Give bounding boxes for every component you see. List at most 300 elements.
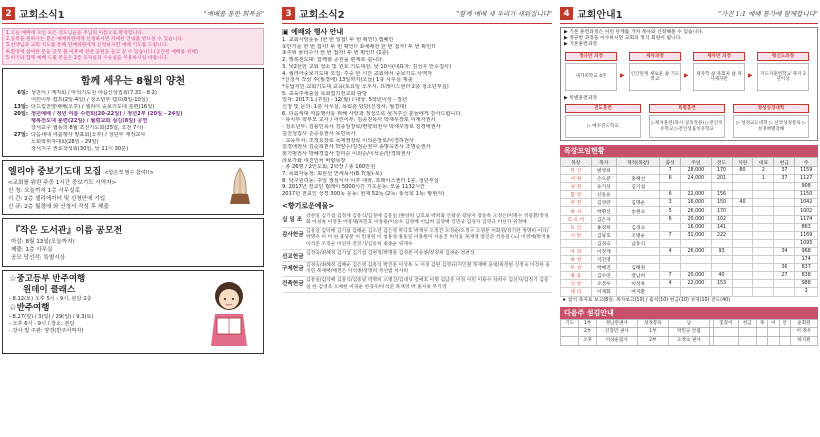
table-cell: 시 만	[561, 231, 592, 239]
schedule-text: 노회학위자대회(28일 - 29일)	[31, 139, 99, 146]
table-cell	[681, 256, 711, 264]
table-cell: 1150	[795, 191, 818, 199]
table-cell	[617, 215, 660, 223]
library-contest-line: 마감: 8월 13일(오늘까지)	[11, 239, 75, 246]
training-lead-line: ▶ 기본훈련과정	[564, 42, 598, 48]
table-cell: 20,000	[681, 215, 711, 223]
table-cell: 김해원	[617, 264, 660, 272]
table-row	[561, 256, 818, 264]
training-flowchart	[560, 27, 818, 141]
table-cell: 오정우	[591, 280, 616, 288]
training-lead-line: ▶ 기본 훈련과정은 이런 단계를 거쳐 목사와 신장해볼 수 있습니다.	[564, 30, 704, 35]
duty-cell	[779, 328, 790, 337]
notice-item: 5.아기와 함께 예배 드릴 분들은 2층 모자실과 수유실을 이용하시실 바랍니다.	[6, 55, 168, 61]
offering-type: 감사헌금	[282, 232, 304, 239]
table-cell: 102	[711, 215, 732, 223]
table-row	[561, 231, 818, 239]
notice-item: 2.등록을 원하시는 분은 예배위원에게 신청하시면 자세한 안내를 받으실 수 있습니다.	[6, 37, 184, 43]
schedule-date	[9, 139, 31, 146]
table-cell	[732, 207, 753, 215]
table-cell: 유기선	[591, 183, 616, 191]
page-column-3	[560, 0, 818, 437]
table-cell	[732, 272, 753, 280]
notice-line: 일자: 2017.1.(주일) - 12(월) / 대상: 5학년이상 - 장년	[282, 97, 408, 104]
table-cell: 1002	[795, 207, 818, 215]
table-row	[561, 247, 818, 255]
table-cell: 광 동	[561, 272, 592, 280]
table-cell	[753, 207, 774, 215]
offering-row	[282, 250, 552, 262]
table-cell: 37	[774, 167, 795, 175]
duty-cell: 2부	[637, 337, 669, 346]
section-header	[2, 6, 264, 24]
schedule-date: 20일:	[13, 111, 28, 118]
basic-step-body: 지도자훈련학교 목자 2년이상	[757, 63, 809, 91]
special-step-body: ▷ 성경교도대학 ▷ 신약성경통독 ▷ 성경책별강해	[733, 115, 809, 138]
duty-cell	[561, 328, 579, 337]
duty-cell: 기도	[561, 319, 579, 328]
table-cell	[681, 288, 711, 296]
notice-line: 8. 탁구원리동: 주일 점심식사 이후 대학, 프레이스센터 1층, 청년부실	[282, 177, 439, 184]
oneday-class-info: - 8.12(토) 오후 5시 - 9시, 본당 2층	[9, 296, 92, 303]
mokjang-footnote: ★ 참석 목자표 보고(8일: 목자보고(10) / 출석(10) 헌금(10) 성경(10) 전도(40)	[562, 297, 731, 303]
schedule-row	[9, 90, 257, 97]
oneday-class-title: 원데이 클래스	[23, 285, 76, 296]
table-cell: 김수연	[591, 272, 616, 280]
table-cell: 838	[795, 272, 818, 280]
table-cell: 7	[660, 167, 681, 175]
schedule-date	[9, 118, 31, 125]
duty-cell	[768, 328, 779, 337]
table-cell	[732, 231, 753, 239]
table-cell: 93	[711, 247, 732, 255]
table-cell	[774, 183, 795, 191]
training-lead-line: ▶ 정규반 과정을 이수하시면 교회의 정식 회원이 됩니다.	[564, 36, 682, 42]
prayer-recruit-title: 엘리야 중보기도대 모집 <함온적 필수 참여!!>	[8, 167, 154, 178]
schedule-row	[9, 125, 257, 132]
notice-line: 2017년 전교인 성경 300독 운동: 현재 52독 (2독: 홍석희 1독: 황현식)	[282, 191, 445, 198]
table-cell	[753, 280, 774, 288]
table-cell: 170	[711, 167, 732, 175]
worship-section-title: ▣ 예배와 행사 안내	[282, 28, 344, 36]
table-header: 주	[795, 158, 818, 167]
next-week-duty-title: 다음주 섬김안내	[560, 307, 818, 319]
table-row	[561, 223, 818, 231]
table-cell: 송현숙	[617, 207, 660, 215]
table-cell	[732, 223, 753, 231]
table-cell: 24,000	[681, 175, 711, 183]
table-cell: 석진영	[591, 256, 616, 264]
schedule-date: 6일:	[17, 90, 28, 97]
table-cell: 특 인	[561, 167, 592, 175]
table-cell: 26,000	[681, 247, 711, 255]
table-cell: 김경숙	[617, 223, 660, 231]
girl-with-book-icon	[197, 274, 257, 350]
table-cell	[753, 239, 774, 247]
flow-arrow-icon: ▶	[748, 72, 753, 79]
flow-arrow-icon: ▶	[684, 72, 689, 79]
duty-cell: 정남란권사	[597, 319, 637, 328]
table-cell: 홍혜선	[617, 175, 660, 183]
table-cell	[732, 280, 753, 288]
table-cell: 주 잔	[561, 199, 592, 207]
duty-cell	[779, 337, 790, 346]
table-cell: 아 라	[561, 247, 592, 255]
section-title: 교회소식2	[299, 10, 345, 21]
table-row	[561, 199, 818, 207]
table-cell: 1159	[795, 167, 818, 175]
prayer-recruit-line: 시 간: 2층 셀리에이터 및 신청안에 기입	[8, 196, 106, 203]
notice-line: 2. 행복전도대: 함께할 공원을 관계로 쉽니다.	[282, 57, 384, 64]
table-cell: 40	[732, 199, 753, 207]
notice-line: 홍기범권사 박혜경집사 강미순 이외순/이석준/안경희권사	[282, 150, 411, 157]
accompaniment-trip-title: ☆반주여행	[9, 303, 50, 314]
notice-line: 5. 교육주세출실 목회업기전교회 담당	[282, 90, 368, 97]
table-cell	[732, 175, 753, 183]
table-cell	[660, 239, 681, 247]
duty-cell: 하지원	[790, 337, 817, 346]
notice-item: 1.오늘 예배에 오신 모든 성도님들을 주님의 이름으로 환영합니다.	[6, 31, 144, 36]
page-number: 4	[560, 7, 573, 20]
notice-line: 김경애권사 김순희권사 박양수/김정순권사 송명옥권사 조명순권사	[282, 144, 431, 151]
duty-cell: 신충만 권사	[597, 328, 637, 337]
mokjang-title: 목장모임현황	[560, 145, 818, 157]
schedule-text: 다음세대 여름행사 발표회(오후) / 청년부 재정교사	[31, 132, 146, 139]
duty-cell	[768, 337, 779, 346]
schedule-date	[9, 97, 31, 104]
table-cell	[753, 215, 774, 223]
table-cell: 31,000	[681, 231, 711, 239]
table-cell	[732, 239, 753, 247]
table-cell: 1169	[795, 231, 818, 239]
duty-cell	[714, 337, 739, 346]
table-cell	[753, 272, 774, 280]
schedule-row	[9, 97, 257, 104]
table-cell: 합 강	[561, 191, 592, 199]
section-title: 교회안내1	[577, 10, 623, 21]
table-cell	[732, 215, 753, 223]
table-cell: 28,000	[681, 167, 711, 175]
library-contest-line: 제출: 1층 사무실	[11, 247, 53, 254]
table-row	[561, 191, 818, 199]
duty-row	[561, 337, 818, 346]
duty-cell	[561, 337, 579, 346]
table-cell: 6	[660, 191, 681, 199]
notice-line: 3. 낮2선한 교회 청소 및 원호 기도대원: 낮 10시(대표자: 김성우 안수집사)	[282, 63, 452, 70]
duty-cell: 성경봉독	[637, 319, 669, 328]
table-cell	[753, 191, 774, 199]
basic-step-header: 평신도과정	[757, 52, 809, 61]
notice-line: ③주위 물리수가 한 번 접자! 두 번 확인!! (1층)	[282, 50, 389, 57]
duty-cell: 오정숙 권사	[669, 337, 709, 346]
table-cell: 27	[774, 272, 795, 280]
table-cell	[774, 215, 795, 223]
table-cell	[732, 256, 753, 264]
notice-line: · 청소년부: 김용인목사 김종일장로/변양희권사 박재우장로 김경애권사	[282, 124, 441, 131]
duty-cell	[756, 328, 767, 337]
accompaniment-line: - 8.27(일) / 3(일) / 29(일) / 9.3(토)	[9, 314, 94, 321]
table-cell: 7	[660, 231, 681, 239]
table-cell: 흐 르 이	[561, 215, 592, 223]
table-cell: 김경숙	[591, 239, 616, 247]
table-cell: 하 천	[561, 256, 592, 264]
accompaniment-line: - 오후 6시 - 9시 / 장소: 본당	[9, 321, 75, 328]
table-cell: 20,000	[681, 272, 711, 280]
table-cell	[711, 256, 732, 264]
duty-cell: 이 정우	[790, 328, 817, 337]
table-cell: 4	[660, 280, 681, 288]
notice-line: 6. 다음세대 여름행사를 위해 사랑과 정성으로 섬겨주신 분들에게 감사드립니다.	[282, 110, 463, 117]
notice-item: 3.선생님과 교회 지도를 통해 연예위원에게 신청하시면 예배 기도를 드립니다.	[6, 43, 168, 49]
prayer-recruit-line: 신 청: 오늘까지 1층 사무실로	[8, 188, 80, 195]
table-cell: 37	[774, 175, 795, 183]
offering-row	[282, 228, 552, 250]
table-cell	[711, 288, 732, 296]
table-cell	[774, 191, 795, 199]
table-cell: 16,000	[681, 223, 711, 231]
schedule-row	[9, 139, 257, 146]
duty-row	[561, 319, 818, 328]
table-cell: 22,000	[681, 280, 711, 288]
table-cell	[711, 183, 732, 191]
library-contest-title: 『작은 도서관』이름 공모전	[11, 226, 123, 237]
duty-cell: 2부	[579, 328, 597, 337]
table-cell	[774, 288, 795, 296]
table-cell: 2	[753, 167, 774, 175]
special-step-body: ▷ 예수전도학교	[565, 115, 641, 138]
offering-row	[282, 213, 552, 228]
offering-type: 구제헌금	[282, 265, 304, 272]
table-cell: 신 앙	[561, 280, 592, 288]
table-row	[561, 207, 818, 215]
notice-line: · 교육부서: 조정호장로 목재영장로 이석준장로/이경하권사	[282, 137, 415, 144]
table-cell: 손오분	[591, 175, 616, 183]
table-cell	[774, 207, 795, 215]
table-cell: 트 인	[561, 223, 592, 231]
duty-cell: 1부	[637, 328, 669, 337]
schedule-text: 행복전도대 훈련(22일) / 월령교회 섬김(8일) 공연	[31, 118, 148, 125]
table-cell	[774, 231, 795, 239]
section-motto: "함께 예배 새 우리가 세워집니다"	[456, 10, 552, 18]
table-cell	[732, 191, 753, 199]
special-step-body: ▷제자훈련(목사 상호작용) ▷전인치유학교 ▷전인성품치유학교	[649, 115, 725, 138]
table-cell: 150	[711, 199, 732, 207]
flow-arrow-icon: ▶	[620, 72, 625, 79]
offering-list	[282, 213, 552, 293]
schedule-text: 성찬식 / 제직회 / 마석기도원 여름산상집회(7.31 - 8.2)	[31, 90, 157, 97]
table-row	[561, 167, 818, 175]
next-week-duty-table	[560, 319, 818, 346]
duty-cell: 1부	[579, 319, 597, 328]
offering-names: 강찬일 김기섭 김정재 김흥식/김경애 김흥일 /변양희 남호보 박희출 안광문 장당자 장동록 오정은/이명수 정흥환/정경화 이성옥 이정혼 이흥채/차민호 이흥용/이승우 김영배 이남희 김영배 강민규 김경자 김영규 이선자 위정배	[306, 213, 549, 226]
table-cell	[774, 239, 795, 247]
table-cell: 908	[795, 183, 818, 191]
table-cell	[617, 247, 660, 255]
library-contest-line: 공모 당선작: 특별시상	[11, 255, 66, 262]
table-cell: 141	[711, 223, 732, 231]
table-header: 재적(목장)	[617, 158, 660, 167]
table-cell	[774, 223, 795, 231]
table-cell: 조명순	[617, 231, 660, 239]
table-cell: 김명순	[617, 199, 660, 207]
schedule-text: 강서지구 권로착석회(30일, 낮 11시 30분)	[31, 146, 129, 153]
duty-cell: 오후	[579, 337, 597, 346]
table-cell: 신동윤	[591, 191, 616, 199]
duty-cell	[738, 337, 756, 346]
table-cell	[617, 167, 660, 175]
table-header: 출석	[660, 158, 681, 167]
table-header: 대표	[753, 158, 774, 167]
table-cell: 1174	[795, 215, 818, 223]
table-cell: 김은자	[591, 215, 616, 223]
notice-line: 4. 셀리아중보기도대 모집: 주중 한 시간 교회에서 중보기도 사역자	[282, 70, 433, 77]
table-cell: 153	[711, 280, 732, 288]
table-header: 목자	[591, 158, 616, 167]
section-motto: "가진 1:1 예배 통가예 함께합니다"	[717, 10, 818, 18]
table-cell	[774, 256, 795, 264]
page-column-2	[282, 0, 552, 437]
section-motto: "예배를 통한 회복을"	[203, 10, 264, 18]
offering-names: 김흥일/김덕배 김흥식/김흥일 박명희 오명진/김대성 장애호 이명 김남준 이경 이민 이용수 차희수 김선자/김정기 김흥일 한 김영욱 오예현 이경운 한경우/이석준 목재영 박 홍지옥 무기영	[306, 278, 549, 290]
table-cell: 40	[711, 272, 732, 280]
table-cell: 201	[711, 175, 732, 183]
table-cell	[732, 288, 753, 296]
section-header	[560, 6, 818, 24]
table-cell: 성 령	[561, 183, 592, 191]
table-row	[561, 280, 818, 288]
table-cell	[753, 231, 774, 239]
duty-cell: 남	[669, 319, 709, 328]
table-cell	[711, 239, 732, 247]
table-cell: 26,000	[681, 207, 711, 215]
table-row	[561, 272, 818, 280]
table-cell	[753, 199, 774, 207]
mokjang-table	[560, 157, 818, 297]
offering-row	[282, 277, 552, 292]
notice-line: · 총 26명 / 2인도회, 2학장 / 총 160만원	[282, 164, 376, 171]
table-row	[561, 175, 818, 183]
page-column-1	[2, 0, 264, 437]
duty-cell: 안	[779, 319, 790, 328]
notice-line: ①안기를 한 번 접자! 두 번 확인!! ②예배전 한 번 접자! 두 번 확인!!	[282, 43, 436, 50]
notice-line: 신청 및 문의: 1층 사무실, 목회훈 담당(신청서: 월경대)	[282, 104, 407, 111]
prayer-recruit-line: 신 규: 2층 월경에 와 신청서 작성 후 제출	[8, 204, 109, 211]
duty-cell: 목	[756, 319, 767, 328]
table-cell: 7	[660, 272, 681, 280]
table-cell	[753, 247, 774, 255]
schedule-row	[9, 146, 257, 153]
special-step-header: 영성성경대학	[733, 104, 809, 113]
notice-line: 9. 2017년 전교인 릴레이 5000시간 기도운동: 모을 1132시간	[282, 184, 426, 191]
duty-cell: 이상순집사	[597, 337, 637, 346]
table-cell	[660, 183, 681, 191]
schedule-list	[3, 90, 263, 156]
special-training-label: ▶ 특별훈련과정	[564, 96, 598, 101]
table-row	[561, 288, 818, 296]
praying-hands-icon	[222, 164, 258, 208]
schedule-text: 청년예배 / 청년 여름 수련회(20-22일) / 청년2부 (20일 - 24일)	[31, 111, 183, 118]
table-cell	[561, 239, 592, 247]
table-cell: 이성옥	[617, 280, 660, 288]
table-cell	[753, 183, 774, 191]
section-header	[282, 6, 552, 24]
table-cell: 80	[732, 167, 753, 175]
table-cell	[660, 264, 681, 272]
library-contest-box	[2, 218, 264, 267]
table-cell: 174	[795, 256, 818, 264]
offering-type: 선교헌금	[282, 253, 304, 260]
table-row	[561, 215, 818, 223]
duty-row	[561, 328, 818, 337]
notice-line: 1. 교회사랑운동 (한 번 일접! 두 번 확인!) 캠페인	[282, 37, 394, 43]
table-cell: 6	[660, 175, 681, 183]
table-cell: 장남희	[617, 272, 660, 280]
table-cell	[617, 191, 660, 199]
notice-line: *응답지인 교회기도대 교육(토요일 오후시, 프레이스센터 2층 청소년부실)	[282, 83, 449, 90]
prayer-recruit-box	[2, 160, 264, 215]
duty-cell: 윤회원	[790, 319, 817, 328]
offering-title: <향기로운예물>	[282, 201, 335, 210]
table-cell: 36	[774, 264, 795, 272]
section-title: 교회소식1	[19, 10, 65, 21]
offering-type: 십 일 조	[282, 216, 303, 223]
notice-line: 7. 목회자동정: 최원선 연세목사(8.7(월)-토)	[282, 171, 383, 178]
accompaniment-title: ☆중고등부 반주여행	[9, 274, 86, 285]
basic-step-body: 새가족학교 4주	[565, 63, 617, 91]
table-cell: 1	[753, 175, 774, 183]
table-cell: 박혜진	[591, 264, 616, 272]
table-header: 지원	[732, 158, 753, 167]
table-cell	[660, 223, 681, 231]
table-cell: 22,000	[681, 191, 711, 199]
basic-step-header: 제자과정	[629, 52, 681, 61]
table-row	[561, 183, 818, 191]
schedule-date	[9, 125, 31, 132]
table-cell	[681, 183, 711, 191]
table-header: 주일	[681, 158, 711, 167]
notice-line: *신청서 작성 후(월경에) 13일까지(오늘) 1층 사무실 제출	[282, 77, 413, 84]
table-cell: 1095	[795, 239, 818, 247]
offering-names: 김경숙/최혜정 김해순 김은영 김흥식 박진훈 이성옥 노 이경 김원 김영규/지인철 목재배 윤대/최정현 신정숙 이정한 윤지민 목재배/배전은 이석종/장명희 정선범 차사희	[306, 262, 550, 275]
schedule-row	[9, 132, 257, 139]
table-cell: 하 사	[561, 207, 592, 215]
prayer-recruit-line: <교회를 위한 주중 1시간 중보기도 사역자>	[8, 180, 117, 187]
table-cell	[753, 288, 774, 296]
table-cell	[681, 264, 711, 272]
table-cell: 837	[795, 264, 818, 272]
table-cell: 변영희	[591, 167, 616, 175]
table-cell	[753, 264, 774, 272]
offering-names: 김흥일 김덕배 김기섭 김해순 김소연 김은영 박극호 박재우 오정진 오정순/오정구 오영분 이화영/정기란 정명희 이다/박명수 이 이 한 홍당분 이 민경원 이 청용경 홍동일 이종원이 지윤진 허석동 목재영 장진준 석흥길 (노) 이영배/박지홍 이석준 조정순 이선자 전진기/김동희 최종순 위재우	[306, 229, 551, 247]
table-cell	[660, 288, 681, 296]
table-cell: 김기섭	[617, 183, 660, 191]
table-cell	[732, 264, 753, 272]
table-cell	[774, 199, 795, 207]
basic-step-body: 제자학 삶 목회자 삶 목사제자반	[693, 63, 745, 91]
table-header: 목장	[561, 158, 592, 167]
schedule-row	[9, 118, 257, 125]
table-cell: 988	[795, 280, 818, 288]
duty-cell	[738, 328, 756, 337]
table-cell	[753, 223, 774, 231]
schedule-row	[9, 104, 257, 111]
table-cell: 박명선	[591, 207, 616, 215]
table-row	[561, 264, 818, 272]
accompaniment-box	[2, 270, 264, 354]
schedule-row	[9, 111, 257, 118]
table-cell: 김당호	[591, 231, 616, 239]
duty-cell: 헌금	[738, 319, 756, 328]
